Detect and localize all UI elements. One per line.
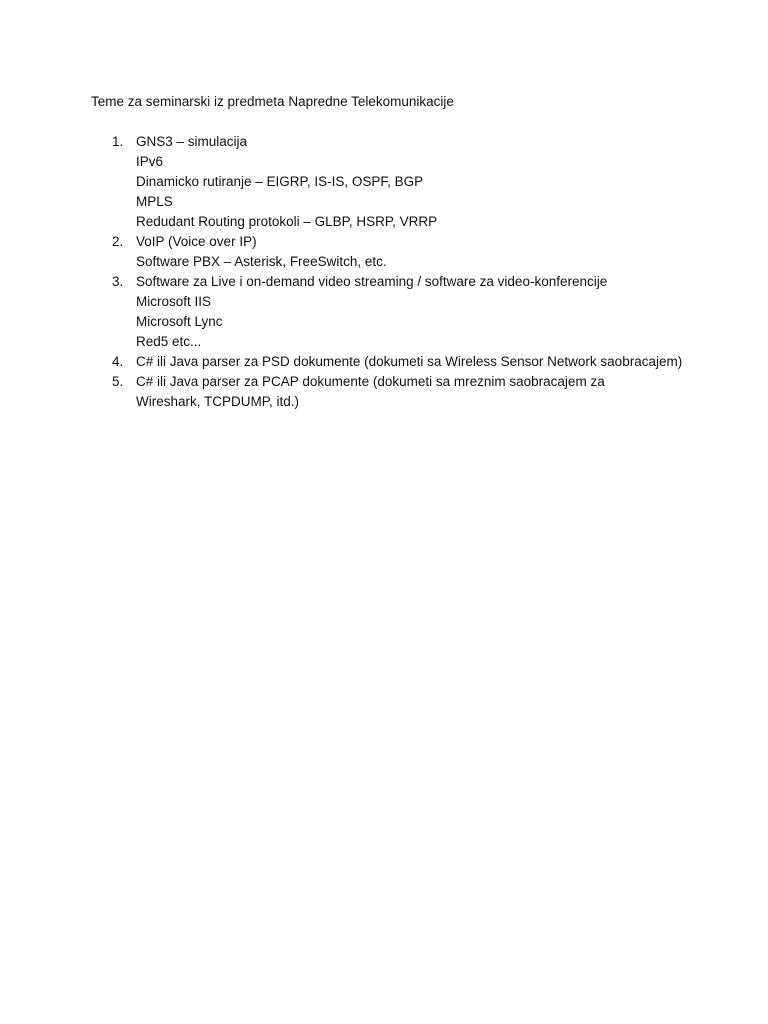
topic-number: 5. <box>112 374 124 389</box>
topic-title: C# ili Java parser za PSD dokumente (dokumeti sa Wireless Sensor Network saobracajem) <box>136 354 683 369</box>
topic-title: VoIP (Voice over IP) <box>136 234 257 249</box>
topic-title: GNS3 – simulacija <box>136 134 248 149</box>
topic-title: Software za Live i on-demand video streaming / software za video-konferencije <box>136 274 608 289</box>
topic-subline: MPLS <box>136 194 173 209</box>
topic-subline: Red5 etc... <box>136 334 202 349</box>
topic-number: 1. <box>112 134 124 149</box>
topic-subline: Microsoft IIS <box>136 294 212 309</box>
topic-item-4 <box>112 352 683 372</box>
topic-subline: Redudant Routing protokoli – GLBP, HSRP, VRRP <box>136 214 438 229</box>
topic-item-1 <box>112 132 672 232</box>
topic-subline: IPv6 <box>136 154 164 169</box>
topic-subline: Software PBX – Asterisk, FreeSwitch, etc. <box>136 254 387 269</box>
topic-subline: Dinamicko rutiranje – EIGRP, IS-IS, OSPF, BGP <box>136 174 424 189</box>
topic-number: 3. <box>112 274 124 289</box>
topic-number: 4. <box>112 354 124 369</box>
topic-number: 2. <box>112 234 124 249</box>
topic-title: C# ili Java parser za PCAP dokumente (dokumeti sa mreznim saobracajem za Wireshark, TCPDUMP, itd.) <box>136 374 605 409</box>
topic-item-2 <box>112 232 672 272</box>
topic-item-5 <box>112 372 672 412</box>
topic-subline: Microsoft Lync <box>136 314 223 329</box>
topic-list <box>112 132 683 412</box>
document-title: Teme za seminarski iz predmeta Napredne Telekomunikacije <box>91 94 454 109</box>
topic-item-3 <box>112 272 672 352</box>
